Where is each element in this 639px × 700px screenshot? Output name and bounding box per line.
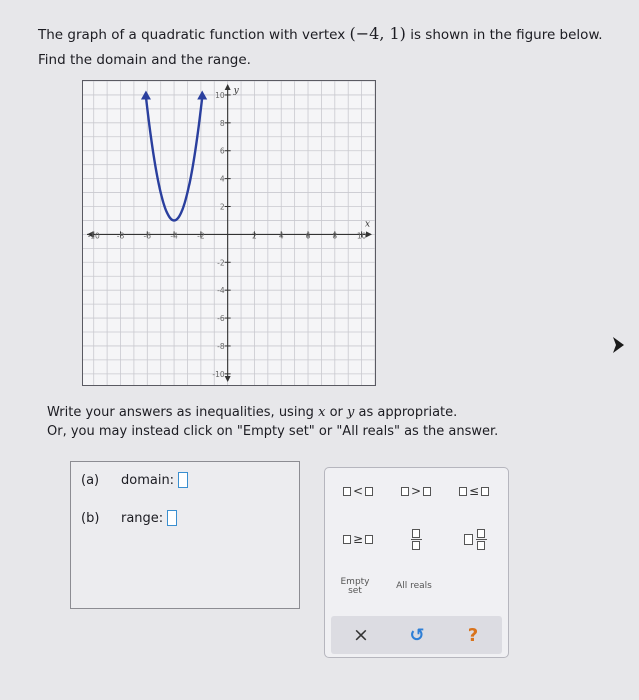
instructions-line2: Or, you may instead click on "Empty set" or "All reals" as the answer.	[47, 424, 499, 439]
range-input[interactable]	[167, 510, 177, 526]
x-tick-label: 6	[305, 231, 311, 241]
y-tick-label: 8	[219, 118, 225, 128]
domain-label: domain:	[121, 472, 175, 488]
help-icon[interactable]: ?	[467, 624, 479, 646]
answer-box	[70, 461, 300, 609]
empty-set-button[interactable]: Empty set	[340, 576, 370, 596]
x-tick-label: -2	[197, 231, 205, 241]
y-axis-arrow-down	[225, 376, 231, 382]
math-palette	[324, 467, 509, 658]
problem-text-suffix: is shown in the figure below.	[410, 27, 603, 43]
x-tick-label: -6	[143, 231, 152, 241]
problem-question: Find the domain and the range.	[38, 52, 251, 68]
y-tick-label: 2	[219, 202, 225, 212]
coordinate-graph	[83, 81, 375, 385]
instructions	[47, 405, 499, 439]
greater-than-button[interactable]: >	[393, 482, 439, 500]
greater-equal-button[interactable]: ≥	[335, 530, 381, 548]
y-tick-label: -6	[217, 314, 225, 324]
var-y: y	[347, 405, 355, 420]
less-than-button[interactable]: <	[335, 482, 381, 500]
y-tick-label: -2	[217, 258, 225, 268]
x-tick-label: -4	[170, 231, 178, 241]
problem-statement	[38, 24, 603, 68]
part-a-label: (a)	[81, 472, 100, 488]
y-tick-label: 10	[215, 90, 225, 100]
graph-panel	[82, 80, 376, 386]
all-reals-button[interactable]: All reals	[396, 581, 432, 592]
range-label: range:	[121, 510, 164, 526]
x-axis-arrow	[366, 231, 372, 237]
var-x: x	[318, 405, 326, 420]
x-tick-label: 4	[278, 231, 284, 241]
x-tick-label: 10	[356, 231, 367, 241]
part-b-label: (b)	[81, 510, 100, 526]
undo-icon[interactable]: ↺	[409, 624, 425, 646]
y-tick-label: -8	[217, 341, 225, 351]
y-axis-arrow	[225, 84, 231, 90]
instructions-text: Write your answers as inequalities, using	[47, 405, 314, 420]
instructions-text-end: as appropriate.	[358, 405, 458, 420]
palette-action-bar	[331, 616, 502, 654]
domain-row	[81, 472, 188, 488]
y-tick-label: -10	[212, 369, 225, 379]
clear-icon[interactable]: ×	[353, 624, 369, 646]
mixed-number-button[interactable]	[455, 524, 495, 554]
x-tick-label: -10	[87, 231, 100, 241]
x-tick-label: -8	[116, 231, 125, 241]
x-axis-label: x	[365, 219, 371, 230]
y-tick-label: 4	[219, 174, 225, 184]
x-tick-label: 8	[332, 231, 338, 241]
fraction-button[interactable]	[399, 524, 433, 554]
mouse-cursor-icon	[611, 336, 627, 354]
domain-input[interactable]	[178, 472, 188, 488]
less-equal-button[interactable]: ≤	[451, 482, 497, 500]
y-tick-label: 6	[219, 146, 225, 156]
vertex-value: (−4, 1)	[349, 24, 406, 43]
y-axis-label: y	[233, 86, 239, 96]
range-row	[81, 510, 177, 526]
y-tick-label: -4	[217, 286, 225, 296]
or-word: or	[329, 405, 343, 420]
x-tick-label: 2	[252, 231, 257, 241]
problem-text-prefix: The graph of a quadratic function with vertex	[38, 27, 346, 43]
